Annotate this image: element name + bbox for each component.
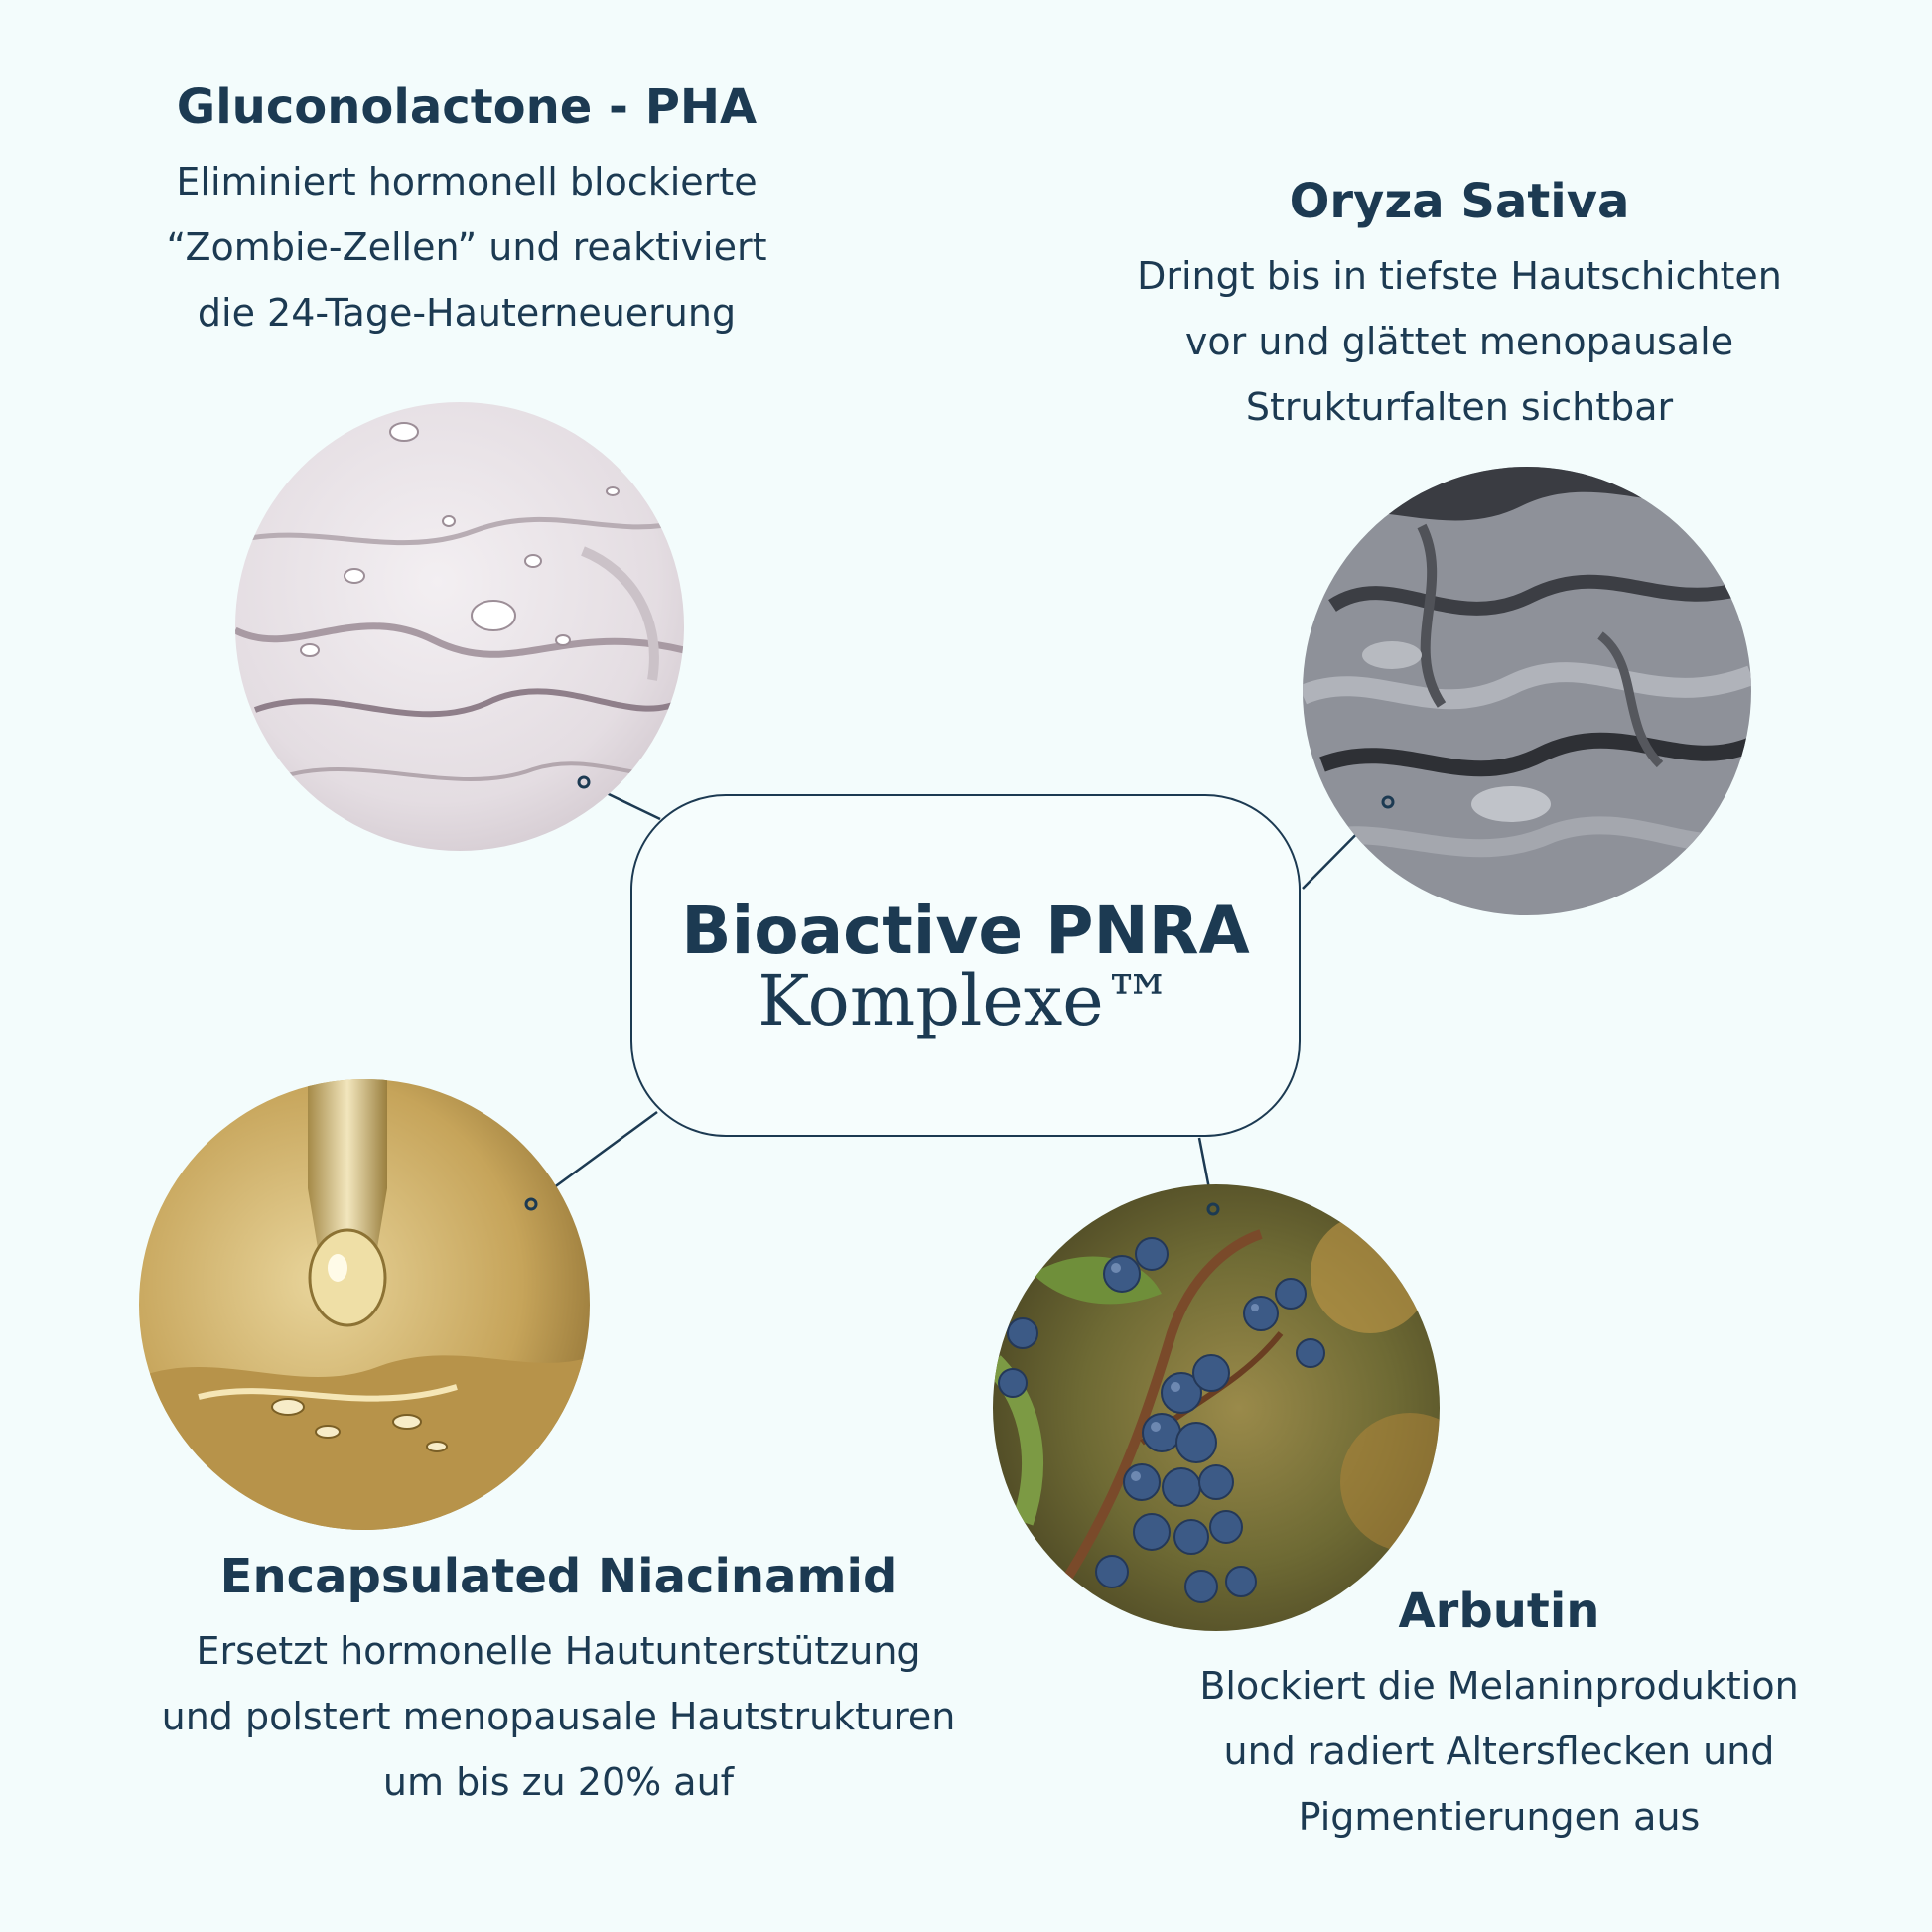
bearberry-image xyxy=(993,1184,1440,1631)
ingredient-description: Ersetzt hormonelle Hautunterstützung und polstert menopausale Hautstrukturen um bis zu 20% auf xyxy=(161,1628,956,1804)
ingredient-gluconolactone xyxy=(60,79,874,345)
ingredient-description: Dringt bis in tiefste Hautschichten vor und glättet menopausale Strukturfalten sichtbar xyxy=(1137,253,1782,429)
serum-dropper-image xyxy=(139,1079,590,1530)
hub-title: Bioactive PNRA xyxy=(681,893,1250,970)
hub-box xyxy=(630,794,1301,1137)
ingredient-oryza-sativa xyxy=(1052,174,1866,440)
ingredient-description: Eliminiert hormonell blockierte “Zombie-Zellen” und reaktiviert die 24-Tage-Hauterneuerung xyxy=(166,159,767,335)
ingredient-title: Gluconolactone - PHA xyxy=(176,79,758,135)
ingredient-title: Arbutin xyxy=(1398,1584,1600,1639)
ingredient-title: Oryza Sativa xyxy=(1289,174,1630,229)
ingredient-niacinamid xyxy=(60,1549,1057,1815)
ingredient-description: Blockiert die Melaninproduktion und radiert Altersflecken und Pigmentierungen aus xyxy=(1199,1663,1799,1839)
gel-texture-image xyxy=(235,402,684,851)
hub-subtitle: Komplexe™ xyxy=(758,959,1173,1041)
ingredient-title: Encapsulated Niacinamid xyxy=(219,1549,897,1604)
ingredient-arbutin xyxy=(1092,1584,1906,1850)
clay-texture-image xyxy=(1303,467,1751,915)
